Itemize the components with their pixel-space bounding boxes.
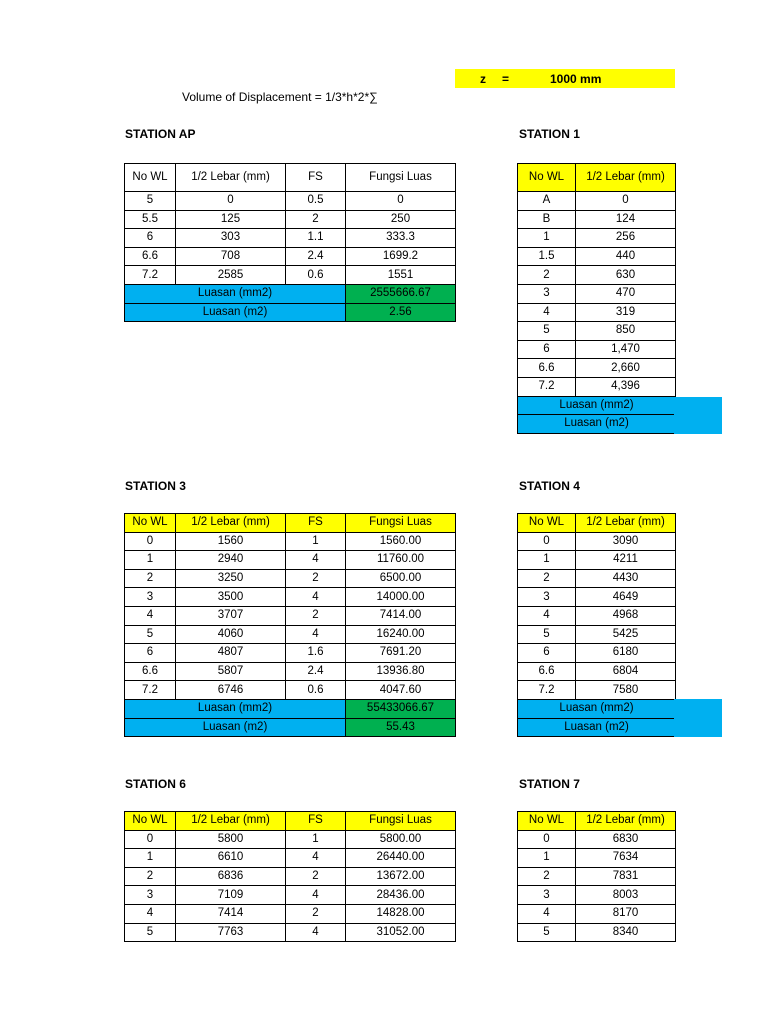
z-equals: = <box>502 72 510 86</box>
table-cell[interactable]: 4 <box>286 923 346 942</box>
table-cell[interactable]: 3500 <box>176 588 286 607</box>
table-row <box>125 886 456 905</box>
table-row <box>518 359 676 378</box>
station-3-table <box>124 513 456 737</box>
table-cell[interactable]: 6.6 <box>125 662 176 681</box>
station-3-body <box>125 532 456 699</box>
station-ap-body <box>125 192 456 285</box>
station-1-body <box>518 192 676 397</box>
table-row <box>125 923 456 942</box>
table-cell[interactable]: 2,660 <box>576 359 676 378</box>
table-cell[interactable]: 7.2 <box>125 681 176 700</box>
table-row <box>518 322 676 341</box>
table-row <box>518 830 676 849</box>
luasan-mm2-row <box>125 284 456 303</box>
table-cell[interactable]: 1.5 <box>518 247 576 266</box>
table-row <box>125 588 456 607</box>
table-cell[interactable]: 14828.00 <box>346 904 456 923</box>
luasan-mm2-row <box>125 699 456 718</box>
table-row <box>125 551 456 570</box>
table-cell[interactable]: 0.6 <box>286 681 346 700</box>
luasan-m2-label[interactable]: Luasan (m2) <box>125 303 346 322</box>
header-fs[interactable]: FS <box>286 164 346 192</box>
table-cell[interactable]: 0 <box>576 192 676 211</box>
table-row <box>518 532 676 551</box>
table-row <box>518 849 676 868</box>
table-cell[interactable]: 3090 <box>576 532 676 551</box>
luasan-m2-label[interactable]: Luasan (m2) <box>518 415 676 434</box>
luasan-mm2-value[interactable]: 55433066.67 <box>346 699 456 718</box>
header-fungsi-luas[interactable]: Fungsi Luas <box>346 812 456 831</box>
table-cell[interactable]: 2 <box>286 867 346 886</box>
luasan-m2-label[interactable]: Luasan (m2) <box>125 718 346 737</box>
station-3-title: STATION 3 <box>125 479 186 493</box>
table-header-row <box>125 164 456 192</box>
table-cell[interactable]: 440 <box>576 247 676 266</box>
table-cell[interactable]: 16240.00 <box>346 625 456 644</box>
table-cell[interactable]: 4430 <box>576 569 676 588</box>
table-cell[interactable]: 3 <box>125 886 176 905</box>
table-row <box>125 192 456 211</box>
table-header-row <box>125 514 456 533</box>
table-row <box>125 210 456 229</box>
table-cell[interactable]: 4047.60 <box>346 681 456 700</box>
table-header-row <box>518 514 676 533</box>
table-cell[interactable]: 4 <box>125 606 176 625</box>
header-no-wl[interactable]: No WL <box>125 164 176 192</box>
table-cell[interactable]: 0 <box>346 192 456 211</box>
table-row <box>518 569 676 588</box>
header-lebar[interactable]: 1/2 Lebar (mm) <box>576 164 676 192</box>
table-row <box>125 681 456 700</box>
header-fungsi-luas[interactable]: Fungsi Luas <box>346 514 456 533</box>
table-cell[interactable]: 3 <box>518 284 576 303</box>
table-cell[interactable]: 0.5 <box>286 192 346 211</box>
table-cell[interactable]: 4 <box>286 588 346 607</box>
table-cell[interactable]: 2940 <box>176 551 286 570</box>
table-cell[interactable]: 28436.00 <box>346 886 456 905</box>
table-row <box>125 644 456 663</box>
table-cell[interactable]: 7691.20 <box>346 644 456 663</box>
luasan-mm2-row <box>518 396 676 415</box>
table-cell[interactable]: 13936.80 <box>346 662 456 681</box>
table-row <box>125 266 456 285</box>
table-cell[interactable]: 1 <box>518 551 576 570</box>
table-cell[interactable]: 8170 <box>576 904 676 923</box>
table-cell[interactable]: 470 <box>576 284 676 303</box>
table-cell[interactable]: 1699.2 <box>346 247 456 266</box>
table-cell[interactable]: 4 <box>518 904 576 923</box>
table-cell[interactable]: 7634 <box>576 849 676 868</box>
station-1-title: STATION 1 <box>519 127 580 141</box>
luasan-value-cell[interactable] <box>674 699 722 737</box>
table-row <box>518 229 676 248</box>
table-row <box>518 284 676 303</box>
table-row <box>125 849 456 868</box>
table-cell[interactable]: 4 <box>518 303 576 322</box>
table-row <box>518 551 676 570</box>
table-cell[interactable]: 7.2 <box>518 377 576 396</box>
table-cell[interactable]: 5807 <box>176 662 286 681</box>
station-7-body <box>518 830 676 942</box>
z-label: z <box>480 72 486 86</box>
table-row <box>518 606 676 625</box>
header-no-wl[interactable]: No WL <box>518 164 576 192</box>
table-cell[interactable]: 1 <box>286 532 346 551</box>
table-cell[interactable]: 4 <box>286 849 346 868</box>
table-row <box>518 340 676 359</box>
table-header-row <box>125 812 456 831</box>
table-cell[interactable]: 4 <box>125 904 176 923</box>
table-cell[interactable]: 333.3 <box>346 229 456 248</box>
table-cell[interactable]: 5 <box>125 923 176 942</box>
table-cell[interactable]: 2 <box>518 266 576 285</box>
luasan-m2-row <box>125 303 456 322</box>
table-cell[interactable]: 4 <box>518 606 576 625</box>
luasan-mm2-label[interactable]: Luasan (mm2) <box>125 284 346 303</box>
table-cell[interactable]: 1.6 <box>286 644 346 663</box>
table-row <box>518 625 676 644</box>
table-cell[interactable]: 6836 <box>176 867 286 886</box>
table-cell[interactable]: 0 <box>125 532 176 551</box>
table-row <box>518 266 676 285</box>
table-cell[interactable]: 6500.00 <box>346 569 456 588</box>
table-cell[interactable]: 2 <box>518 867 576 886</box>
table-cell[interactable]: 7109 <box>176 886 286 905</box>
table-row <box>125 662 456 681</box>
table-row <box>125 532 456 551</box>
table-cell[interactable]: 7580 <box>576 681 676 700</box>
table-cell[interactable]: 3 <box>125 588 176 607</box>
table-row <box>518 662 676 681</box>
table-cell[interactable]: 2 <box>286 606 346 625</box>
station-7-title: STATION 7 <box>519 777 580 791</box>
luasan-mm2-value[interactable]: 2555666.67 <box>346 284 456 303</box>
table-cell[interactable]: 11760.00 <box>346 551 456 570</box>
luasan-mm2-label[interactable]: Luasan (mm2) <box>518 699 676 718</box>
table-cell[interactable]: 6 <box>518 644 576 663</box>
header-no-wl[interactable]: No WL <box>125 514 176 533</box>
table-cell[interactable]: 4211 <box>576 551 676 570</box>
header-fungsi-luas[interactable]: Fungsi Luas <box>346 164 456 192</box>
table-cell[interactable]: 7.2 <box>518 681 576 700</box>
header-no-wl[interactable]: No WL <box>518 812 576 831</box>
header-fs[interactable]: FS <box>286 812 346 831</box>
table-cell[interactable]: 2.4 <box>286 662 346 681</box>
table-cell[interactable]: B <box>518 210 576 229</box>
table-row <box>518 923 676 942</box>
table-cell[interactable]: 5 <box>125 625 176 644</box>
station-4-body <box>518 532 676 699</box>
table-cell[interactable]: 6.6 <box>518 359 576 378</box>
luasan-mm2-label[interactable]: Luasan (mm2) <box>518 396 676 415</box>
table-cell[interactable]: 3707 <box>176 606 286 625</box>
luasan-m2-row <box>518 415 676 434</box>
table-cell[interactable]: 850 <box>576 322 676 341</box>
table-cell[interactable]: 0 <box>176 192 286 211</box>
header-lebar[interactable]: 1/2 Lebar (mm) <box>176 514 286 533</box>
table-row <box>125 606 456 625</box>
table-cell[interactable]: 1 <box>518 849 576 868</box>
table-cell[interactable]: 1560 <box>176 532 286 551</box>
table-row <box>125 830 456 849</box>
header-lebar[interactable]: 1/2 Lebar (mm) <box>176 812 286 831</box>
table-row <box>518 192 676 211</box>
table-cell[interactable]: 5 <box>125 192 176 211</box>
table-cell[interactable]: 2 <box>286 569 346 588</box>
table-cell[interactable]: 125 <box>176 210 286 229</box>
station-6-body <box>125 830 456 942</box>
table-cell[interactable]: 5425 <box>576 625 676 644</box>
table-cell[interactable]: 5800.00 <box>346 830 456 849</box>
table-cell[interactable]: 6610 <box>176 849 286 868</box>
table-cell[interactable]: 5 <box>518 322 576 341</box>
table-row <box>518 247 676 266</box>
table-cell[interactable]: 6 <box>125 229 176 248</box>
table-row <box>125 867 456 886</box>
table-cell[interactable]: 2 <box>518 569 576 588</box>
table-cell[interactable]: 6746 <box>176 681 286 700</box>
table-cell[interactable]: 1.1 <box>286 229 346 248</box>
table-cell[interactable]: 319 <box>576 303 676 322</box>
header-fs[interactable]: FS <box>286 514 346 533</box>
table-cell[interactable]: 2 <box>286 210 346 229</box>
table-cell[interactable]: 7763 <box>176 923 286 942</box>
table-cell[interactable]: 5 <box>518 625 576 644</box>
header-lebar[interactable]: 1/2 Lebar (mm) <box>176 164 286 192</box>
table-row <box>125 904 456 923</box>
table-cell[interactable]: 4807 <box>176 644 286 663</box>
table-cell[interactable]: 6180 <box>576 644 676 663</box>
table-row <box>125 625 456 644</box>
luasan-mm2-row <box>518 699 676 718</box>
header-lebar[interactable]: 1/2 Lebar (mm) <box>576 514 676 533</box>
station-4-title: STATION 4 <box>519 479 580 493</box>
table-cell[interactable]: 1551 <box>346 266 456 285</box>
table-cell[interactable]: 1 <box>125 551 176 570</box>
luasan-m2-row <box>125 718 456 737</box>
table-row <box>518 681 676 700</box>
table-cell[interactable]: 1 <box>286 830 346 849</box>
table-cell[interactable]: 630 <box>576 266 676 285</box>
table-cell[interactable]: 2 <box>286 904 346 923</box>
table-cell[interactable]: 5.5 <box>125 210 176 229</box>
table-cell[interactable]: 8003 <box>576 886 676 905</box>
table-header-row <box>518 164 676 192</box>
station-6-title: STATION 6 <box>125 777 186 791</box>
table-cell[interactable]: 5800 <box>176 830 286 849</box>
table-cell[interactable]: 3 <box>518 886 576 905</box>
table-row <box>125 569 456 588</box>
table-row <box>518 588 676 607</box>
table-cell[interactable]: 708 <box>176 247 286 266</box>
table-cell[interactable]: 0 <box>125 830 176 849</box>
table-cell[interactable]: 1 <box>125 849 176 868</box>
table-cell[interactable]: 7.2 <box>125 266 176 285</box>
table-cell[interactable]: 0 <box>518 532 576 551</box>
table-row <box>125 229 456 248</box>
luasan-m2-row <box>518 718 676 737</box>
table-cell[interactable]: 3250 <box>176 569 286 588</box>
luasan-value-cell[interactable] <box>674 397 722 434</box>
table-cell[interactable]: 6804 <box>576 662 676 681</box>
table-row <box>518 886 676 905</box>
table-row <box>518 904 676 923</box>
header-no-wl[interactable]: No WL <box>125 812 176 831</box>
formula-text: Volume of Displacement = 1/3*h*2*∑ <box>182 90 378 104</box>
table-cell[interactable]: 4060 <box>176 625 286 644</box>
z-parameter-cell[interactable] <box>455 69 675 88</box>
table-cell[interactable]: 6830 <box>576 830 676 849</box>
luasan-m2-value[interactable]: 2.56 <box>346 303 456 322</box>
table-row <box>518 210 676 229</box>
table-cell[interactable]: 31052.00 <box>346 923 456 942</box>
table-cell[interactable]: 14000.00 <box>346 588 456 607</box>
header-lebar[interactable]: 1/2 Lebar (mm) <box>576 812 676 831</box>
station-ap-title: STATION AP <box>125 127 196 141</box>
table-cell[interactable]: 0 <box>518 830 576 849</box>
table-cell[interactable]: 124 <box>576 210 676 229</box>
table-cell[interactable]: 3 <box>518 588 576 607</box>
table-cell[interactable]: 0.6 <box>286 266 346 285</box>
table-cell[interactable]: 13672.00 <box>346 867 456 886</box>
z-value: 1000 mm <box>550 72 602 86</box>
table-cell[interactable]: 4,396 <box>576 377 676 396</box>
table-cell[interactable]: 4968 <box>576 606 676 625</box>
luasan-mm2-label[interactable]: Luasan (mm2) <box>125 699 346 718</box>
table-cell[interactable]: 6.6 <box>518 662 576 681</box>
station-4-table <box>517 513 676 737</box>
table-cell[interactable]: 4 <box>286 625 346 644</box>
table-header-row <box>518 812 676 831</box>
table-cell[interactable]: 4649 <box>576 588 676 607</box>
table-cell[interactable]: 1,470 <box>576 340 676 359</box>
luasan-m2-label[interactable]: Luasan (m2) <box>518 718 676 737</box>
header-no-wl[interactable]: No WL <box>518 514 576 533</box>
table-row <box>125 247 456 266</box>
table-row <box>518 867 676 886</box>
table-cell[interactable]: 7414 <box>176 904 286 923</box>
table-cell[interactable]: 26440.00 <box>346 849 456 868</box>
table-cell[interactable]: 2 <box>125 569 176 588</box>
station-ap-table <box>124 163 456 322</box>
table-cell[interactable]: 6 <box>125 644 176 663</box>
luasan-m2-value[interactable]: 55.43 <box>346 718 456 737</box>
table-cell[interactable]: 4 <box>286 886 346 905</box>
table-cell[interactable]: 250 <box>346 210 456 229</box>
table-cell[interactable]: 6 <box>518 340 576 359</box>
table-cell[interactable]: 2.4 <box>286 247 346 266</box>
table-cell[interactable]: 1 <box>518 229 576 248</box>
table-cell[interactable]: 256 <box>576 229 676 248</box>
station-7-table <box>517 811 676 942</box>
table-cell[interactable]: 6.6 <box>125 247 176 266</box>
table-row <box>518 644 676 663</box>
table-cell[interactable]: 1560.00 <box>346 532 456 551</box>
table-cell[interactable]: A <box>518 192 576 211</box>
table-cell[interactable]: 2585 <box>176 266 286 285</box>
table-cell[interactable]: 4 <box>286 551 346 570</box>
table-cell[interactable]: 8340 <box>576 923 676 942</box>
station-6-table <box>124 811 456 942</box>
table-row <box>518 377 676 396</box>
table-cell[interactable]: 5 <box>518 923 576 942</box>
table-cell[interactable]: 7831 <box>576 867 676 886</box>
table-cell[interactable]: 2 <box>125 867 176 886</box>
table-row <box>518 303 676 322</box>
station-1-table <box>517 163 676 434</box>
table-cell[interactable]: 7414.00 <box>346 606 456 625</box>
table-cell[interactable]: 303 <box>176 229 286 248</box>
